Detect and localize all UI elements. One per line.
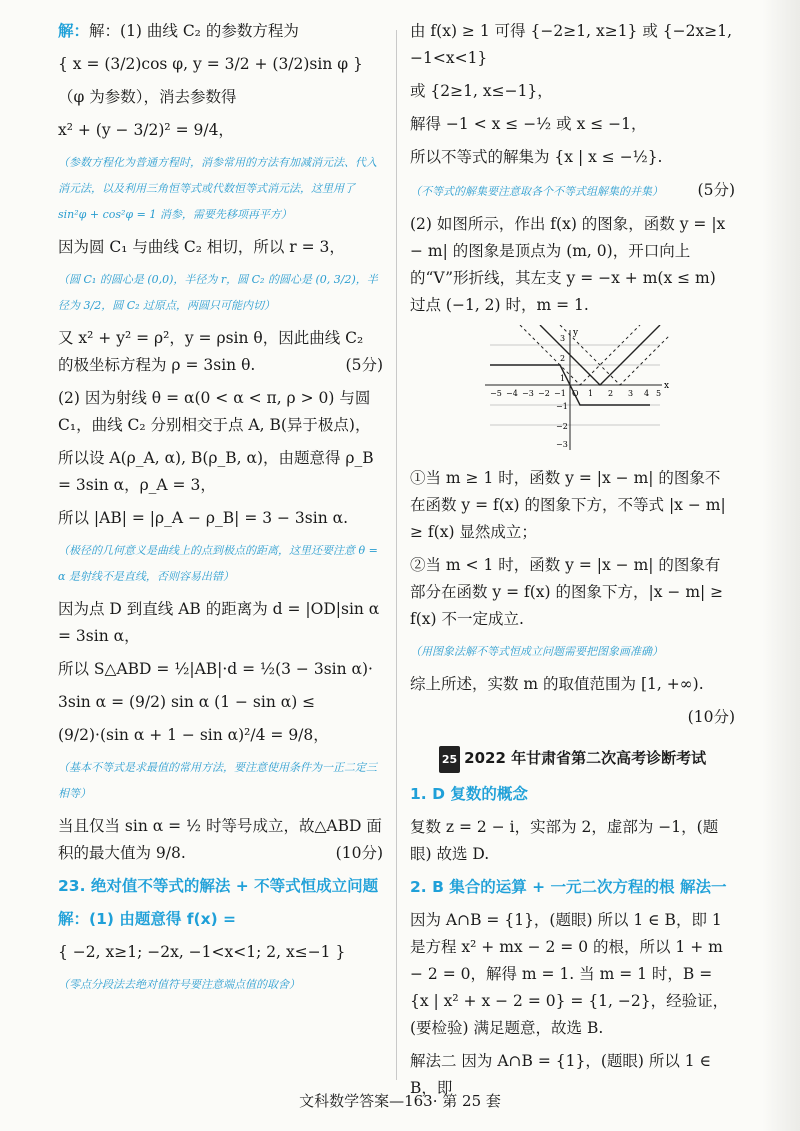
x-tick: −5 [490, 389, 502, 398]
section-heading [410, 745, 735, 773]
answer-2-method2: 解法二 因为 A∩B = {1}，(题眼) 所以 1 ∈ B，即 [410, 1052, 712, 1097]
x-tick-labels [490, 389, 661, 398]
part2-setup: (2) 因为射线 θ = α(0 < α < π, ρ > 0) 与圆 C₁，曲线 C₂ 分别相交于点 A, B(异于极点)， [58, 389, 371, 434]
solve-result: 解得 −1 < x ≤ −½ 或 x ≤ −1， [410, 115, 647, 133]
x-tick: −2 [538, 389, 550, 398]
y-tick: 3 [560, 334, 566, 343]
section-number: 25 [439, 746, 460, 773]
area-line3: (9/2)·(sin α + 1 − sin α)²/4 = 9/8， [58, 726, 329, 744]
y-tick: 1 [560, 374, 566, 383]
area-line2: 3sin α = (9/2) sin α (1 − sin α) ≤ [58, 693, 316, 711]
x-tick: O [572, 389, 579, 398]
answer-1-text: 复数 z = 2 − i，实部为 2，虚部为 −1，(题眼) 故选 D. [410, 818, 719, 863]
x-tick: 1 [588, 389, 594, 398]
inequality-case3: 或 {2≥1, x≤−1}， [410, 82, 553, 100]
x-tick: 2 [608, 389, 614, 398]
x-tick: 3 [628, 389, 634, 398]
distance-d: 因为点 D 到直线 AB 的距离为 d = |OD|sin α = 3sin α， [58, 600, 380, 645]
case-m-ge-1: ①当 m ≥ 1 时，函数 y = |x − m| 的图象不在函数 y = f(x) 的图象下方，不等式 |x − m| ≥ f(x) 显然成立； [410, 469, 726, 541]
v-graph-dashed1 [520, 325, 640, 385]
y-axis-label: y [573, 328, 579, 338]
case-m-lt-1: ②当 m < 1 时，函数 y = |x − m| 的图象有部分在函数 y = f(x) 的图象下方，|x − m| ≥ f(x) 不一定成立. [410, 556, 724, 628]
y-tick: −1 [556, 402, 568, 411]
right-column [410, 18, 735, 1108]
conclusion: 综上所述，实数 m 的取值范围为 [1, +∞). [410, 675, 704, 693]
points-10: (10分) [687, 708, 735, 726]
note-graph-method: （用图象法解不等式恒成立问题需要把图象画准确） [410, 645, 663, 658]
y-tick: −2 [556, 422, 568, 431]
left-column [58, 18, 383, 1004]
answer-1-heading: 1. D 复数的概念 [410, 785, 528, 803]
x-tick: −4 [506, 389, 518, 398]
note-union: （不等式的解集要注意取各个不等式组解集的并集） (5分) [410, 181, 735, 199]
note-am-gm: （基本不等式是求最值的常用方法，要注意使用条件为一正二定三相等） [58, 761, 377, 800]
solution-set: 所以不等式的解集为 {x | x ≤ −½}. [410, 148, 663, 166]
q22-part1-intro: 解：解：(1) 曲线 C₂ 的参数方程为 [58, 22, 299, 40]
ab-length: 所以 |AB| = |ρ_A − ρ_B| = 3 − 3sin α. [58, 509, 349, 527]
param-note: （φ 为参数），消去参数得 [58, 88, 237, 106]
part2-graph-text: (2) 如图所示，作出 f(x) 的图象，函数 y = |x − m| 的图象是顶点为 (m, 0)，开口向上的“V”形折线，其左支 y = −x + m(x ≤ m) 过点 (−1, 2) 时，m = 1. [410, 215, 726, 314]
equality-condition: 当且仅当 sin α = ½ 时等号成立，故△ABD 面积的最大值为 9/8. (10分) [58, 817, 383, 862]
answer-2-heading: 2. B 集合的运算 + 一元二次方程的根 解法一 [410, 878, 727, 896]
inequality-cases: 由 f(x) ≥ 1 可得 {−2≥1, x≥1} 或 {−2x≥1, −1<x<1} [410, 22, 733, 67]
param-equation: { x = (3/2)cos φ, y = 3/2 + (3/2)sin φ } [58, 55, 363, 73]
page-footer: 文科数学答案—163· 第 25 套 [299, 1092, 501, 1110]
v-graph-solid [540, 325, 660, 385]
y-tick: −3 [556, 440, 568, 449]
x-tick: 4 [644, 389, 650, 398]
answer-2-text: 因为 A∩B = {1}，(题眼) 所以 1 ∈ B，即 1 是方程 x² + mx − 2 = 0 的根，所以 1 + m − 2 = 0，解得 m = 1. 当 m = 1 时，B = {x | x² + x − 2 = 0} = {1, −2}，经验证，(要检验) 满足题意，故选 B. [410, 911, 729, 1037]
piecewise-function: { −2, x≥1; −2x, −1<x<1; 2, x≤−1 } [58, 943, 346, 961]
note-zero-point: （零点分段法去绝对值符号要注意端点值的取舍） [58, 978, 300, 991]
tangent-statement: 因为圆 C₁ 与曲线 C₂ 相切，所以 r = 3， [58, 238, 345, 256]
polar-equation: 又 x² + y² = ρ²，y = ρsin θ，因此曲线 C₂ 的极坐标方程为 ρ = 3sin θ. (5分) [58, 329, 383, 374]
circle-equation: x² + (y − 3/2)² = 9/4， [58, 121, 234, 139]
q23-title: 23. 绝对值不等式的解法 + 不等式恒成立问题 [58, 877, 379, 895]
section-title: 2022 年甘肃省第二次高考诊断考试 [464, 749, 707, 767]
note-polar-radius: （极径的几何意义是曲线上的点到极点的距离，这里还要注意 θ = α 是射线不是直线，否则容易出错） [58, 544, 378, 583]
function-graph [480, 325, 670, 455]
part2-points: 所以设 A(ρ_A, α), B(ρ_B, α)，由题意得 ρ_B = 3sin α，ρ_A = 3， [58, 449, 374, 494]
x-axis-label: x [664, 381, 670, 391]
q23-solution: 解：(1) 由题意得 f(x) = [58, 910, 237, 928]
note-circles: （圆 C₁ 的圆心是 (0,0)，半径为 r，圆 C₂ 的圆心是 (0, 3/2)，半径为 3/2，圆 C₂ 过原点，两圆只可能内切） [58, 273, 378, 312]
column-divider [396, 30, 397, 1080]
x-tick: −1 [554, 389, 566, 398]
note-elimination: （参数方程化为普通方程时，消参常用的方法有加减消元法、代入消元法，以及利用三角恒等式或代数恒等式消元法，这里用了 sin²φ + cos²φ = 1 消参，需要先移项再平方） [58, 156, 377, 221]
x-tick: −3 [522, 389, 534, 398]
y-tick: 2 [560, 354, 566, 363]
x-tick: 5 [656, 389, 662, 398]
area-line1: 所以 S△ABD = ½|AB|·d = ½(3 − 3sin α)· [58, 660, 373, 678]
page-edge [762, 0, 800, 1131]
